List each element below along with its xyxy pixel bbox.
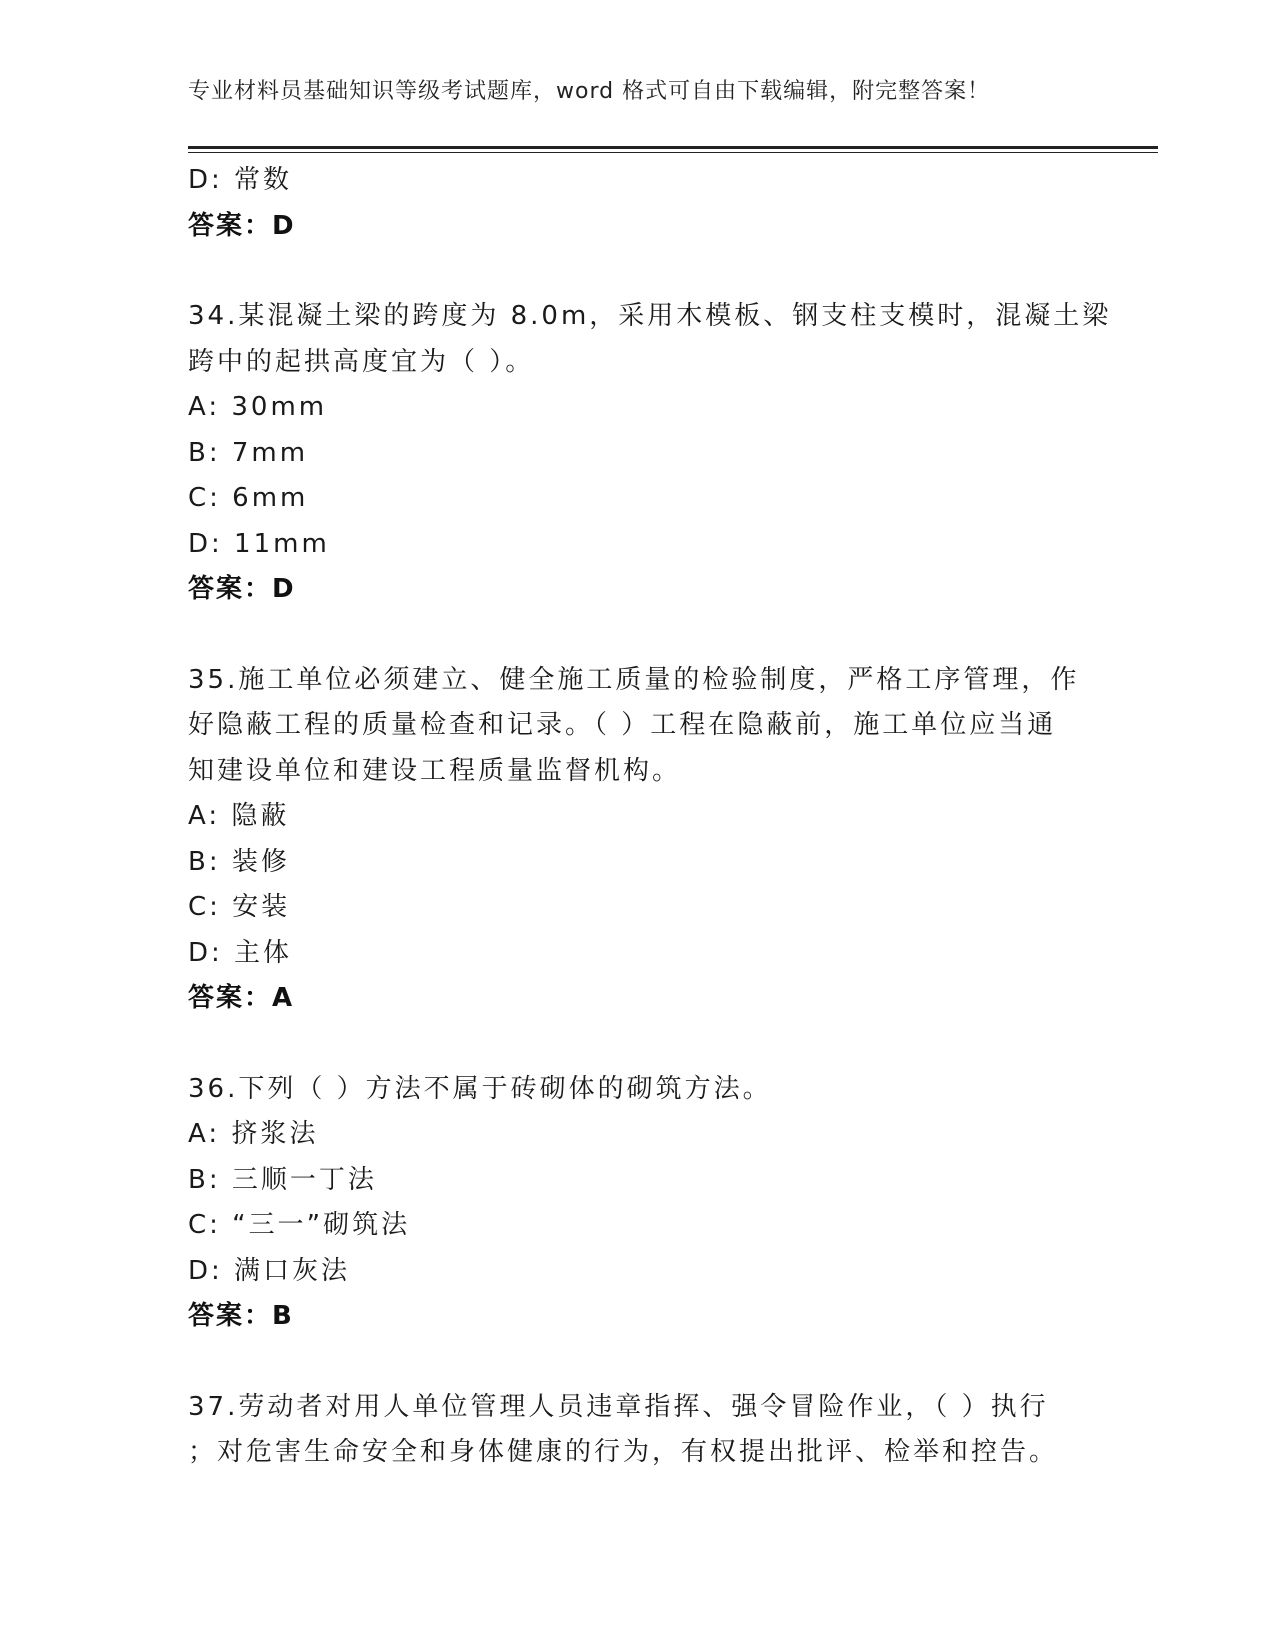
question-text: 37.劳动者对用人单位管理人员违章指挥、强令冒险作业，（ ）执行: [188, 1391, 1049, 1422]
question-text: 34.某混凝土梁的跨度为 8.0m，采用木模板、钢支柱支模时，混凝土梁: [188, 301, 1112, 331]
answer: 答案：D: [188, 574, 296, 604]
option-a: A: 30mm: [188, 392, 328, 422]
option-d: D: 主体: [188, 937, 293, 968]
question-text: 35.施工单位必须建立、健全施工质量的检验制度，严格工序管理，作: [188, 664, 1080, 695]
question-33-tail: [188, 158, 1088, 249]
option-c: C: 6mm: [188, 483, 309, 513]
spacer: [188, 1340, 1088, 1385]
spacer: [188, 613, 1088, 658]
header-rule-thick: [188, 146, 1158, 149]
option-d: D: 11mm: [188, 528, 330, 559]
question-36: [188, 1067, 1088, 1340]
option-c: C: 安装: [188, 892, 291, 922]
question-37: [188, 1385, 1088, 1476]
spacer: [188, 1022, 1088, 1067]
page-header: 专业材料员基础知识等级考试题库，word 格式可自由下载编辑，附完整答案！: [188, 79, 991, 104]
answer: 答案：A: [188, 983, 295, 1013]
option-a: A: 挤浆法: [188, 1119, 319, 1149]
question-text: 跨中的起拱高度宜为（ ）。: [188, 346, 535, 377]
spacer: [188, 249, 1088, 294]
answer: 答案：D: [188, 210, 296, 241]
option-b: B: 装修: [188, 846, 290, 877]
question-text: ；对危害生命安全和身体健康的行为，有权提出批评、检举和控告。: [188, 1437, 1059, 1467]
option-b: B: 7mm: [188, 437, 309, 468]
question-text: 知建设单位和建设工程质量监督机构。: [188, 755, 682, 786]
option-c: C: “三一”砌筑法: [188, 1210, 411, 1240]
question-text: 36.下列（ ）方法不属于砖砌体的砌筑方法。: [188, 1073, 772, 1104]
question-list: [188, 158, 1112, 1476]
question-35: [188, 658, 1088, 1022]
answer: 答案：B: [188, 1301, 294, 1331]
header-rule-thin: [188, 152, 1158, 153]
question-34: [188, 294, 1112, 613]
option-d: D: 常数: [188, 165, 293, 195]
option-d: D: 满口灰法: [188, 1255, 351, 1286]
option-b: B: 三顺一丁法: [188, 1164, 377, 1195]
question-text: 好隐蔽工程的质量检查和记录。（ ）工程在隐蔽前，施工单位应当通: [188, 710, 1057, 740]
option-a: A: 隐蔽: [188, 801, 290, 831]
